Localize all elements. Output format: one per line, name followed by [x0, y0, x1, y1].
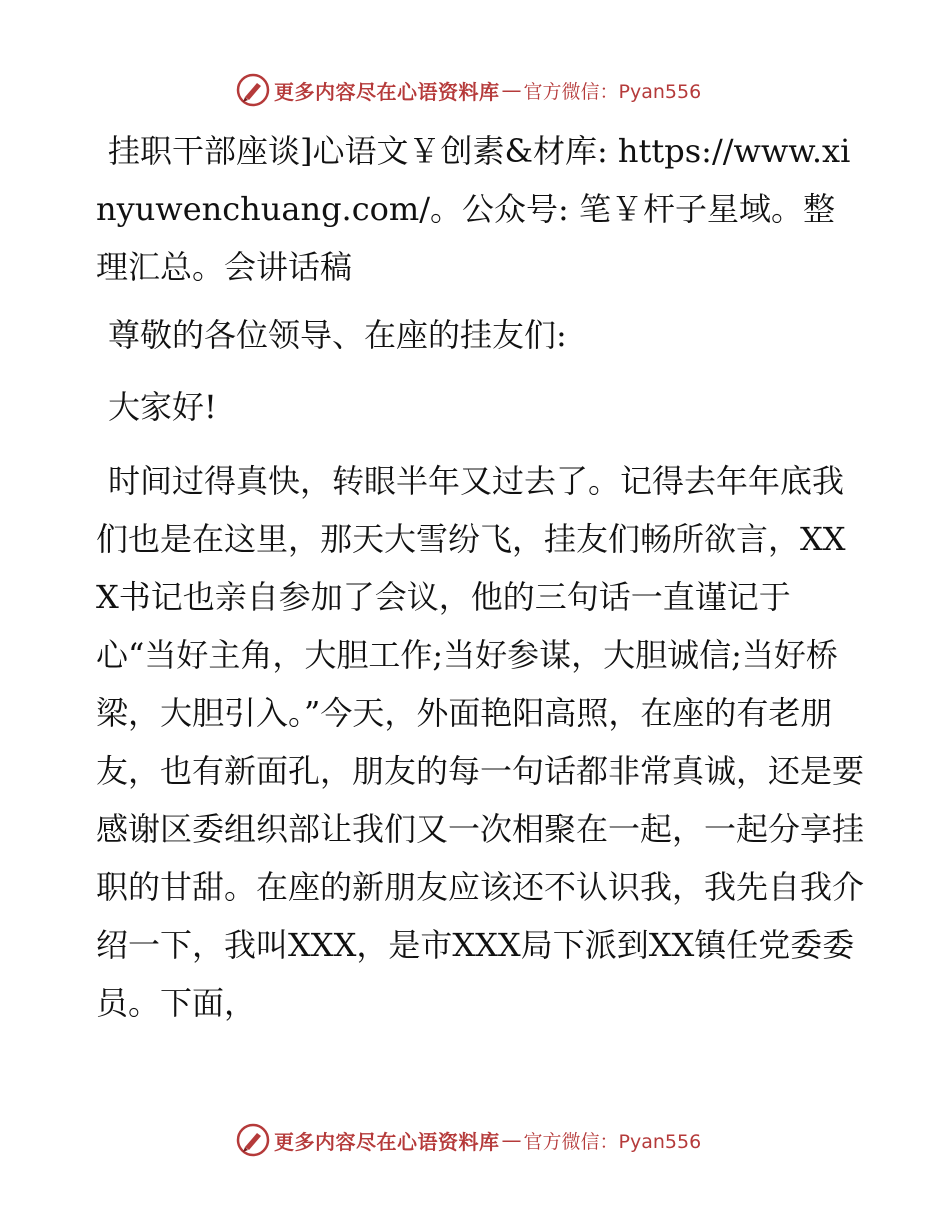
document-body [96, 122, 866, 1032]
pen-logo-icon [236, 1123, 270, 1157]
footer-slogan: 更多内容尽在心语资料库 [274, 1129, 500, 1154]
header-slogan: 更多内容尽在心语资料库 [274, 79, 500, 104]
footer-banner [236, 1122, 701, 1158]
footer-wechat: 官方微信：Pyan556 [523, 1130, 702, 1153]
header-separator: — [501, 78, 522, 102]
greeting: 大家好! [108, 388, 217, 426]
document-heading: 挂职干部座谈]心语文￥创素&材库: https://www.xinyuwenchuang.com/。公众号: 笔￥杆子星域。整理汇总。会讲话稿 [96, 132, 851, 286]
body-paragraph: 时间过得真快，转眼半年又过去了。记得去年年底我们也是在这里，那天大雪纷飞，挂友们畅所欲言，XXX书记也亲自参加了会议，他的三句话一直谨记于心“当好主角，大胆工作;当好参谋，大胆诚信;当好桥梁，大胆引入。”今天，外面艳阳高照，在座的有老朋友，也有新面孔，朋友的每一句话都非常真诚，还是要感谢区委组织部让我们又一次相聚在一起，一起分享挂职的甘甜。在座的新朋友应该还不认识我，我先自我介绍一下，我叫XXX，是市XXX局下派到XX镇任党委委员。下面， [96, 462, 865, 1022]
salutation: 尊敬的各位领导、在座的挂友们: [108, 316, 567, 354]
header-banner [236, 72, 701, 108]
header-wechat: 官方微信：Pyan556 [523, 80, 702, 103]
pen-logo-icon [236, 73, 270, 107]
footer-separator: — [501, 1128, 522, 1152]
